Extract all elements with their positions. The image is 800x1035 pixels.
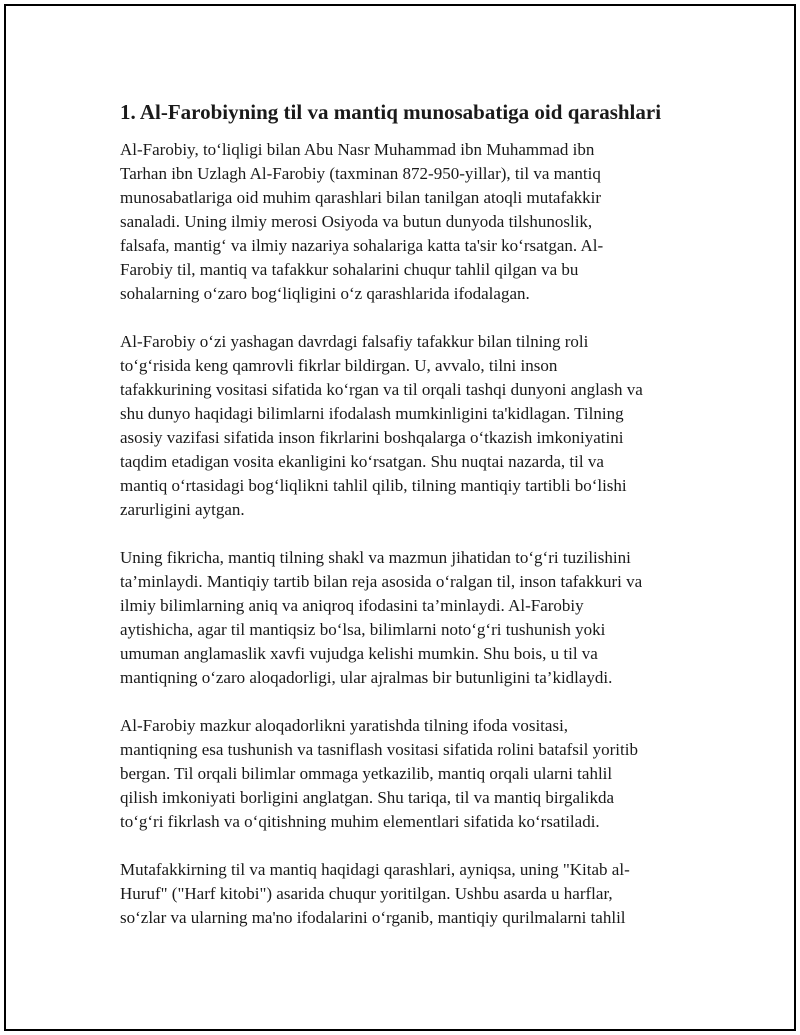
paragraph-line: asosiy vazifasi sifatida inson fikrlarini boshqalarga o‘tkazish imkoniyatini	[120, 428, 624, 447]
paragraph-line: sohalarning o‘zaro bog‘liqligini o‘z qarashlarida ifodalagan.	[120, 284, 530, 303]
paragraph-line: Al-Farobiy o‘zi yashagan davrdagi falsafiy tafakkur bilan tilning roli	[120, 332, 589, 351]
document-body	[120, 98, 680, 954]
paragraph-2	[120, 330, 680, 522]
section-title: 1. Al-Farobiyning til va mantiq munosabatiga oid qarashlari	[120, 100, 662, 124]
paragraph-line: Uning fikricha, mantiq tilning shakl va mazmun jihatidan to‘g‘ri tuzilishini	[120, 548, 631, 567]
paragraph-line: Farobiy til, mantiq va tafakkur sohalarini chuqur tahlil qilgan va bu	[120, 260, 579, 279]
paragraph-line: munosabatlariga oid muhim qarashlari bilan tanilgan atoqli mutafakkir	[120, 188, 602, 207]
paragraph-line: to‘g‘ri fikrlash va o‘qitishning muhim elementlari sifatida ko‘rsatiladi.	[120, 812, 600, 831]
paragraph-line: mantiqning o‘zaro aloqadorligi, ular ajralmas bir butunligini ta’kidlaydi.	[120, 668, 613, 687]
paragraph-line: Huruf" ("Harf kitobi") asarida chuqur yoritilgan. Ushbu asarda u harflar,	[120, 884, 613, 903]
paragraph-line: ta’minlaydi. Mantiqiy tartib bilan reja asosida o‘ralgan til, inson tafakkuri va	[120, 572, 643, 591]
paragraph-line: Al-Farobiy, to‘liqligi bilan Abu Nasr Muhammad ibn Muhammad ibn	[120, 140, 595, 159]
paragraph-line: to‘g‘risida keng qamrovli fikrlar bildirgan. U, avvalo, tilni inson	[120, 356, 558, 375]
paragraph-line: tafakkurining vositasi sifatida ko‘rgan va til orqali tashqi dunyoni anglash va	[120, 380, 643, 399]
paragraph-line: Mutafakkirning til va mantiq haqidagi qarashlari, ayniqsa, uning "Kitab al-	[120, 860, 630, 879]
paragraph-line: shu dunyo haqidagi bilimlarni ifodalash mumkinligini ta'kidlagan. Tilning	[120, 404, 624, 423]
paragraph-line: mantiq o‘rtasidagi bog‘liqlikni tahlil qilib, tilning mantiqiy tartibli bo‘lishi	[120, 476, 627, 495]
paragraph-line: Tarhan ibn Uzlagh Al-Farobiy (taxminan 872-950-yillar), til va mantiq	[120, 164, 601, 183]
paragraph-line: mantiqning esa tushunish va tasniflash vositasi sifatida rolini batafsil yoritib	[120, 740, 638, 759]
paragraph-line: aytishicha, agar til mantiqsiz bo‘lsa, bilimlarni noto‘g‘ri tushunish yoki	[120, 620, 606, 639]
paragraph-5	[120, 858, 680, 930]
paragraph-line: ilmiy bilimlarning aniq va aniqroq ifodasini ta’minlaydi. Al-Farobiy	[120, 596, 584, 615]
paragraph-line: qilish imkoniyati borligini anglatgan. Shu tariqa, til va mantiq birgalikda	[120, 788, 615, 807]
page-frame	[4, 4, 796, 1031]
paragraph-line: sanaladi. Uning ilmiy merosi Osiyoda va butun dunyoda tilshunoslik,	[120, 212, 593, 231]
paragraph-line: zarurligini aytgan.	[120, 500, 245, 519]
paragraph-1	[120, 138, 680, 306]
paragraph-line: falsafa, mantig‘ va ilmiy nazariya sohalariga katta ta'sir ko‘rsatgan. Al-	[120, 236, 604, 255]
paragraph-4	[120, 714, 680, 834]
paragraph-line: Al-Farobiy mazkur aloqadorlikni yaratishda tilning ifoda vositasi,	[120, 716, 569, 735]
paragraph-line: taqdim etadigan vosita ekanligini ko‘rsatgan. Shu nuqtai nazarda, til va	[120, 452, 604, 471]
paragraph-3	[120, 546, 680, 690]
paragraph-line: umuman anglamaslik xavfi vujudga kelishi mumkin. Shu bois, u til va	[120, 644, 598, 663]
paragraph-line: so‘zlar va ularning ma'no ifodalarini o‘rganib, mantiqiy qurilmalarni tahlil	[120, 908, 626, 927]
paragraph-line: bergan. Til orqali bilimlar ommaga yetkazilib, mantiq orqali ularni tahlil	[120, 764, 613, 783]
